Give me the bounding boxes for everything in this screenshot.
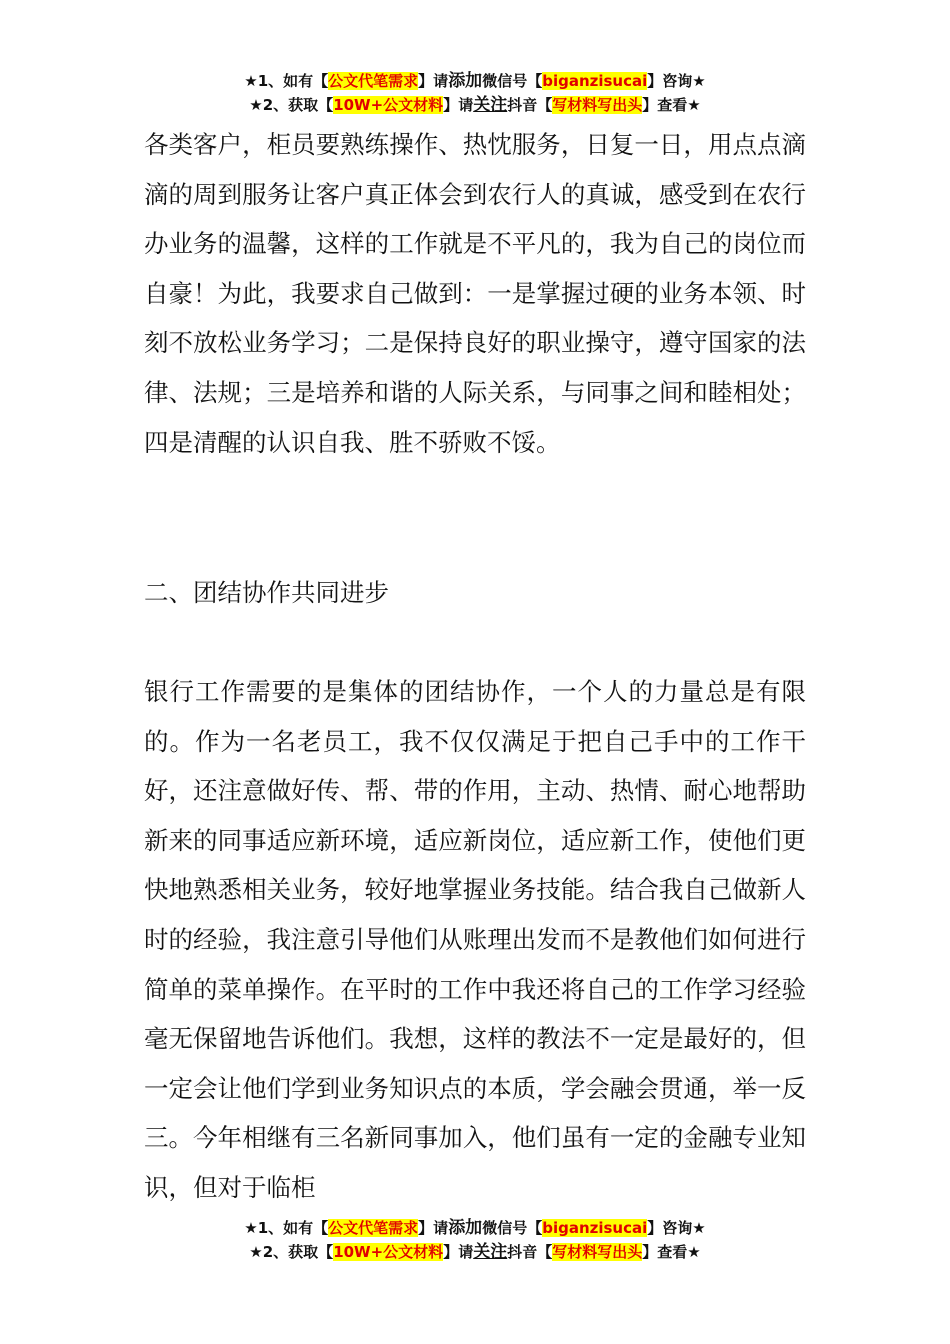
banner-text: ★1、如有【 <box>244 1219 329 1237</box>
banner-emphasis: 添加 <box>448 71 483 91</box>
banner-emphasis: 关注 <box>473 1242 508 1262</box>
banner-text: ★1、如有【 <box>244 72 329 90</box>
banner-text: 】请 <box>418 1219 449 1237</box>
highlight-wechat-id: biganzisucai <box>542 72 648 90</box>
highlight-service: 公文代笔需求 <box>328 72 419 90</box>
banner-text: 】请 <box>443 1243 474 1261</box>
banner-text: 抖音【 <box>507 1243 553 1261</box>
highlight-service: 公文代笔需求 <box>328 1219 419 1237</box>
banner-text: 】请 <box>418 72 449 90</box>
highlight-douyin-id: 写材料写出头 <box>552 1243 643 1261</box>
banner-text: 】咨询★ <box>647 72 706 90</box>
banner-text: ★2、获取【 <box>249 96 334 114</box>
highlight-materials: 10W+公文材料 <box>333 96 444 114</box>
footer-banner <box>0 1216 950 1264</box>
highlight-materials: 10W+公文材料 <box>333 1243 444 1261</box>
banner-text: 微信号【 <box>482 72 543 90</box>
banner-text: 微信号【 <box>482 1219 543 1237</box>
header-banner <box>0 69 950 117</box>
body-paragraph: 银行工作需要的是集体的团结协作，一个人的力量总是有限的。作为一名老员工，我不仅仅满足于把自己手中的工作干好，还注意做好传、帮、带的作用，主动、热情、耐心地帮助新来的同事适应新环境，适应新岗位，适应新工作，使他们更快地熟悉相关业务，较好地掌握业务技能。结合我自己做新人时的经验，我注意引导他们从账理出发而不是教他们如何进行简单的菜单操作。在平时的工作中我还将自己的工作学习经验毫无保留地告诉他们。我想，这样的教法不一定是最好的，但一定会让他们学到业务知识点的本质，学会融会贯通，举一反三。今年相继有三名新同事加入，他们虽有一定的金融专业知识，但对于临柜 <box>144 677 806 1202</box>
banner-emphasis: 关注 <box>473 95 508 115</box>
body-paragraph: 各类客户，柜员要熟练操作、热忱服务，日复一日，用点点滴滴的周到服务让客户真正体会到农行人的真诚，感受到在农行办业务的温馨，这样的工作就是不平凡的，我为自己的岗位而自豪！为此，我要求自己做到：一是掌握过硬的业务本领、时刻不放松业务学习；二是保持良好的职业操守，遵守国家的法律、法规；三是培养和谐的人际关系，与同事之间和睦相处；四是清醒的认识自我、胜不骄败不馁。 <box>144 130 806 457</box>
highlight-wechat-id: biganzisucai <box>542 1219 648 1237</box>
highlight-douyin-id: 写材料写出头 <box>552 96 643 114</box>
banner-line-1 <box>0 69 950 93</box>
banner-text: 】查看★ <box>642 1243 701 1261</box>
banner-text: ★2、获取【 <box>249 1243 334 1261</box>
banner-text: 】请 <box>443 96 474 114</box>
banner-text: 抖音【 <box>507 96 553 114</box>
section-heading: 二、团结协作共同进步 <box>144 578 389 607</box>
banner-text: 】查看★ <box>642 96 701 114</box>
banner-line-1 <box>0 1216 950 1240</box>
banner-text: 】咨询★ <box>647 1219 706 1237</box>
banner-line-2 <box>0 1240 950 1264</box>
banner-emphasis: 添加 <box>448 1218 483 1238</box>
banner-line-2 <box>0 93 950 117</box>
